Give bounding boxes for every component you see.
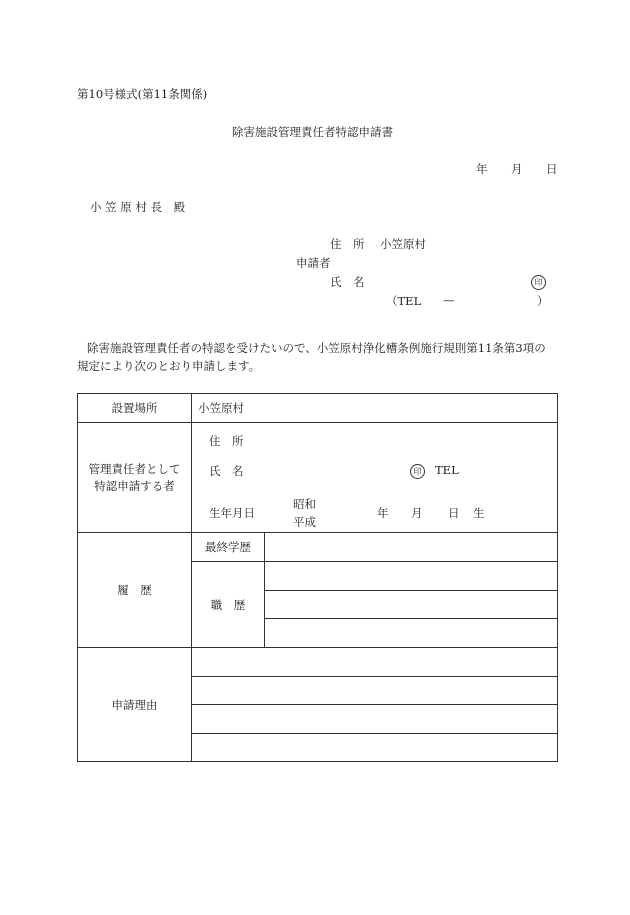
applicant-address-value: 小笠原村 xyxy=(380,237,426,251)
applicant-seal-mark xyxy=(531,274,546,290)
document-title: 除害施設管理責任者特認申請書 xyxy=(232,125,393,139)
history-label-cell xyxy=(78,533,192,648)
education-value-cell[interactable] xyxy=(265,533,558,562)
birth-date-label: 生年月日 xyxy=(209,506,255,520)
seal-icon: 印 xyxy=(531,275,546,290)
location-value: 小笠原村 xyxy=(198,401,244,415)
reason-row-1[interactable] xyxy=(192,648,558,677)
reason-row-3[interactable] xyxy=(192,705,558,734)
career-row-3[interactable] xyxy=(265,619,558,648)
location-value-cell[interactable] xyxy=(192,394,558,423)
career-row-2[interactable] xyxy=(265,591,558,619)
education-label: 最終学歴 xyxy=(205,540,251,554)
manager-label-line-2: 特認申請する者 xyxy=(94,478,175,493)
location-label-cell xyxy=(78,394,192,423)
birth-suffix: 生 xyxy=(473,506,485,520)
reason-label: 申請理由 xyxy=(111,697,158,712)
application-table xyxy=(77,393,558,762)
reason-row-2[interactable] xyxy=(192,677,558,705)
birth-year-label: 年 xyxy=(377,506,389,520)
applicant-label: 申請者 xyxy=(296,256,331,270)
era-heisei: 平成 xyxy=(293,515,316,529)
manager-tel-label: TEL xyxy=(435,463,459,477)
manager-label-cell xyxy=(78,423,192,533)
applicant-address-label: 住 所 xyxy=(330,237,365,251)
career-label: 職 歴 xyxy=(210,597,246,612)
reason-label-cell xyxy=(78,648,192,762)
seal-icon: 印 xyxy=(410,464,425,479)
career-label-cell xyxy=(192,562,265,648)
body-text-line-1: 除害施設管理責任者の特認を受けたいので、小笠原村浄化槽条例施行規則第11条第3項の xyxy=(87,341,546,355)
addressee: 小 笠 原 村 長 殿 xyxy=(90,200,186,214)
reason-row-4[interactable] xyxy=(192,734,558,762)
date-month-label: 月 xyxy=(511,162,523,176)
manager-label-line-1: 管理責任者として xyxy=(88,461,181,476)
applicant-name-label: 氏 名 xyxy=(330,275,365,289)
manager-info-cell[interactable] xyxy=(192,423,558,533)
applicant-tel-dash: — xyxy=(443,293,455,307)
history-label: 履 歴 xyxy=(117,583,152,597)
manager-seal-mark xyxy=(410,463,425,479)
manager-address-label: 住 所 xyxy=(209,434,244,448)
education-label-cell xyxy=(192,533,265,562)
applicant-tel-open: （TEL xyxy=(386,294,422,308)
manager-name-label: 氏 名 xyxy=(209,464,244,478)
career-row-1[interactable] xyxy=(265,562,558,591)
era-showa: 昭和 xyxy=(293,497,316,511)
applicant-tel-close: ） xyxy=(537,294,549,308)
birth-month-label: 月 xyxy=(411,506,423,520)
body-text-line-2: 規定により次のとおり申請します。 xyxy=(77,359,261,373)
birth-day-label: 日 xyxy=(448,506,460,520)
date-day-label: 日 xyxy=(546,162,558,176)
form-number: 第10号様式(第11条関係) xyxy=(77,87,208,101)
date-year-label: 年 xyxy=(476,162,488,176)
location-label: 設置場所 xyxy=(111,401,158,415)
